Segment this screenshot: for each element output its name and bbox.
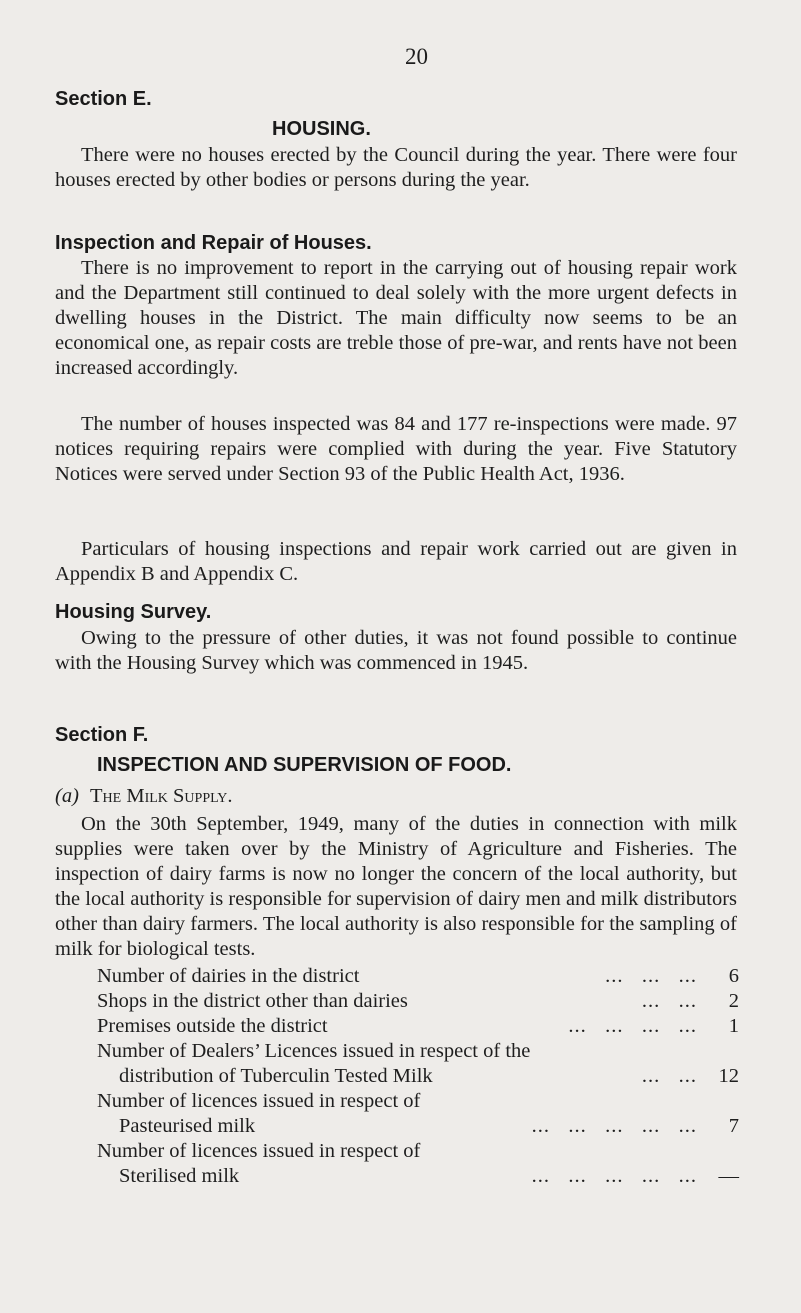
list-item: Pasteurised milk ... ... ... ... ... 7 [119, 1115, 739, 1137]
leader-dots: ... ... ... ... ... [531, 1165, 697, 1187]
leader-dots: ... ... [641, 1065, 697, 1087]
list-item: Number of Dealers’ Licences issued in respect of the [97, 1040, 531, 1062]
milk-supply-marker: (a) [55, 785, 79, 807]
inspection-repair-heading: Inspection and Repair of Houses. [55, 232, 372, 254]
milk-supply-paragraph: On the 30th September, 1949, many of the duties in connection with milk supplies were taken over by the Ministry of Agriculture and Fisheries. The inspection of dairy farms is now no longer the concern of the local authority, but the local authority is responsible for supervision of dairy men and milk distributors other than dairy farmers. The local authority is also responsible for the sampling of milk for biological tests. [55, 813, 737, 960]
housing-intro-paragraph: There were no houses erected by the Council during the year. There were four houses erected by other bodies or persons during the year. [55, 144, 737, 191]
leader-dots: ... ... ... ... [568, 1015, 697, 1037]
list-item: Premises outside the district ... ... ... ... 1 [97, 1015, 739, 1037]
list-item: Number of licences issued in respect of [97, 1140, 421, 1162]
milk-supply-title: The Milk Supply. [90, 785, 233, 807]
list-item: Number of licences issued in respect of [97, 1090, 421, 1112]
list-item: distribution of Tuberculin Tested Milk ... ... 12 [119, 1065, 739, 1087]
housing-survey-paragraph: Owing to the pressure of other duties, it was not found possible to continue with the Housing Survey which was commenced in 1945. [55, 627, 737, 674]
inspection-paragraph-1: There is no improvement to report in the carrying out of housing repair work and the Department still continued to deal solely with the more urgent defects in dwelling houses in the District. The main difficulty now seems to be an economical one, as repair costs are treble those of pre-war, and rents have not been increased accordingly. [55, 257, 737, 379]
housing-survey-heading: Housing Survey. [55, 601, 212, 623]
leader-dots: ... ... [641, 990, 697, 1012]
leader-dots: ... ... ... [605, 965, 697, 987]
inspection-paragraph-2: The number of houses inspected was 84 and 177 re-inspections were made. 97 notices requiring repairs were complied with during the year. Five Statutory Notices were served under Section 93 of the Public Health Act, 1936. [55, 413, 737, 485]
section-e-label: Section E. [55, 88, 152, 110]
section-e-title: HOUSING. [272, 118, 371, 140]
leader-dots: ... ... ... ... ... [531, 1115, 697, 1137]
section-f-label: Section F. [55, 724, 149, 746]
list-item: Sterilised milk ... ... ... ... ... — [119, 1165, 739, 1187]
milk-statistics-list [97, 964, 739, 1189]
inspection-paragraph-3: Particulars of housing inspections and repair work carried out are given in Appendix B and Appendix C. [55, 538, 737, 585]
section-f-title: INSPECTION AND SUPERVISION OF FOOD. [97, 754, 512, 776]
milk-supply-heading [55, 785, 233, 808]
list-item: Shops in the district other than dairies ... ... 2 [97, 990, 739, 1012]
list-item: Number of dairies in the district ... ... ... 6 [97, 965, 739, 987]
page-number: 20 [405, 44, 428, 69]
